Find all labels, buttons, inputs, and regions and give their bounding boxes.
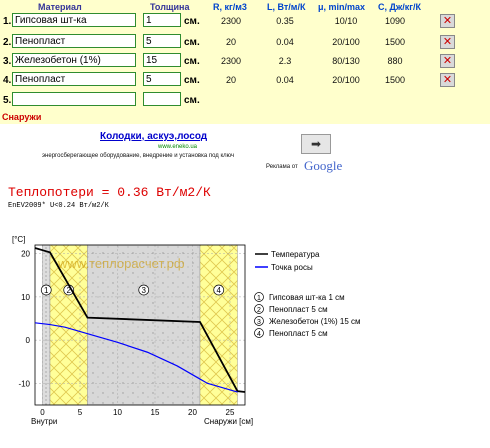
outside-label: Снаружи (2, 112, 42, 122)
layer-legend-label: Пенопласт 5 см (269, 329, 328, 338)
google-logo[interactable]: Google (304, 158, 343, 173)
layer-legend-label: Гипсовая шт-ка 1 см (269, 293, 345, 302)
material-input[interactable]: Пенопласт (12, 72, 136, 86)
x-tick-label: 5 (77, 408, 83, 417)
mu-value: 10/10 (334, 16, 358, 26)
material-row (0, 52, 490, 71)
material-input[interactable]: Гипсовая шт-ка (12, 13, 136, 27)
header-conductivity: L, Вт/м/К (267, 2, 306, 12)
thickness-input[interactable]: 1 (143, 13, 181, 27)
row-number: 1. (3, 16, 12, 27)
legend-entry: Температура (271, 250, 320, 259)
inside-label: Внутри (31, 417, 58, 426)
delete-row-button[interactable]: ✕ (440, 35, 455, 49)
layer-legend-number: 2 (257, 307, 261, 314)
conductivity-value: 2.3 (278, 56, 292, 66)
delete-row-button[interactable]: ✕ (440, 73, 455, 87)
heat-capacity-value: 880 (387, 56, 403, 66)
density-value: 20 (225, 75, 236, 85)
conductivity-value: 0.04 (276, 37, 294, 47)
y-tick-label: 0 (25, 336, 30, 346)
material-input[interactable] (12, 92, 136, 106)
material-row (0, 71, 490, 90)
thickness-unit: см. (184, 16, 200, 27)
x-axis-label: Снаружи [см] (204, 417, 254, 426)
layer-number: 4 (216, 286, 221, 295)
watermark: www.теплорасчет.рф (58, 256, 185, 271)
y-tick-label: -10 (18, 379, 30, 389)
header-heat-capacity: С, Дж/кг/К (378, 2, 422, 12)
temperature-chart (0, 230, 490, 448)
density-value: 2300 (220, 16, 242, 26)
layer-number: 3 (141, 286, 146, 295)
y-tick-label: 10 (21, 292, 30, 302)
thickness-unit: см. (184, 37, 200, 48)
ad-title-link[interactable]: Колодки, аскуэ,лосод (100, 131, 208, 142)
delete-row-button[interactable]: ✕ (440, 54, 455, 68)
heat-loss-result: Теплопотери = 0.36 Вт/м2/К (8, 185, 211, 200)
thickness-input[interactable]: 15 (143, 53, 181, 67)
delete-row-button[interactable]: ✕ (440, 14, 455, 28)
x-tick-label: 20 (188, 408, 197, 417)
density-value: 2300 (220, 56, 242, 66)
heat-capacity-value: 1500 (384, 37, 406, 47)
x-tick-label: 25 (225, 408, 235, 417)
thickness-unit: см. (184, 95, 200, 106)
heat-capacity-value: 1090 (384, 16, 406, 26)
mu-value: 20/100 (332, 75, 360, 85)
ad-by-label: Реклама от (266, 164, 298, 170)
thickness-unit: см. (184, 75, 200, 86)
mu-value: 20/100 (332, 37, 360, 47)
x-tick-label: 10 (113, 408, 122, 417)
header-mu: μ, min/max (318, 2, 366, 12)
thickness-unit: см. (184, 56, 200, 67)
layer-legend-label: Пенопласт 5 см (269, 305, 328, 314)
material-row (0, 12, 490, 31)
material-input[interactable]: Пенопласт (12, 34, 136, 48)
ad-text: энергосберегающее оборудование, внедрение и установка под ключ (42, 153, 235, 159)
material-row (0, 91, 490, 110)
layer-legend-number: 1 (257, 295, 261, 302)
conductivity-value: 0.04 (276, 75, 294, 85)
y-tick-label: 20 (21, 249, 30, 259)
enev-standard: EnEV2009* U<0.24 Вт/м2/К (8, 202, 109, 210)
row-number: 4. (3, 75, 12, 86)
material-row (0, 33, 490, 52)
layer-legend-number: 3 (257, 319, 261, 326)
thickness-input[interactable]: 5 (143, 34, 181, 48)
legend-entry: Точка росы (271, 263, 313, 272)
thickness-input[interactable]: 5 (143, 72, 181, 86)
ad-arrow-button[interactable]: ➡ (301, 134, 331, 154)
layer-legend-label: Железобетон (1%) 15 см (269, 317, 361, 326)
density-value: 20 (225, 37, 236, 47)
layer-legend-number: 4 (257, 331, 261, 338)
x-tick-label: 0 (40, 408, 45, 417)
conductivity-value: 0.35 (276, 16, 294, 26)
row-number: 2. (3, 37, 12, 48)
header-thickness: Толщина (150, 2, 190, 12)
row-number: 5. (3, 95, 12, 106)
header-density: R, кг/м3 (213, 2, 247, 12)
material-input[interactable]: Железобетон (1%) (12, 53, 136, 67)
layer-number: 2 (66, 286, 71, 295)
header-material: Материал (38, 2, 82, 12)
mu-value: 80/130 (332, 56, 360, 66)
x-tick-label: 15 (150, 408, 160, 417)
row-number: 3. (3, 56, 12, 67)
heat-capacity-value: 1500 (384, 75, 406, 85)
y-axis-label: [°C] (12, 235, 26, 244)
ad-url[interactable]: www.eneko.ua (158, 144, 198, 150)
thickness-input[interactable] (143, 92, 181, 106)
layer-number: 1 (44, 286, 49, 295)
